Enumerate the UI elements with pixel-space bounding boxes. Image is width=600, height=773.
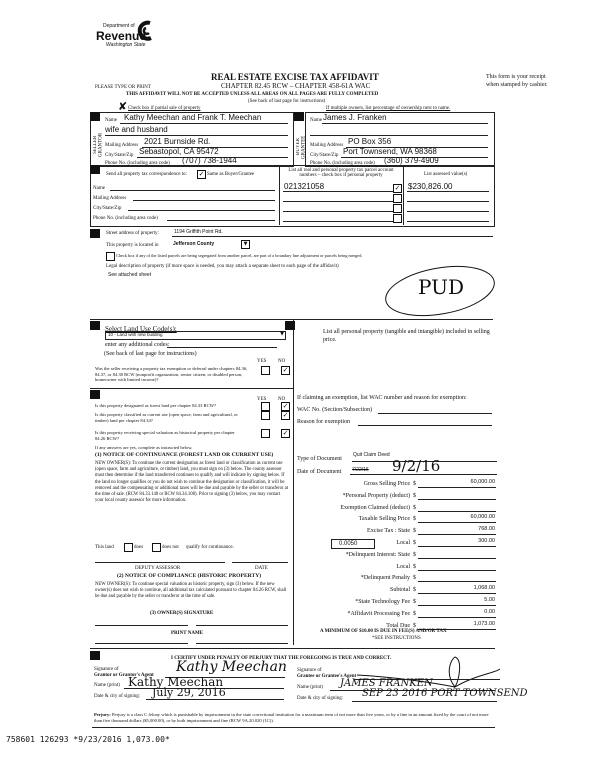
currency-symbol: $ (413, 563, 416, 570)
currency-symbol: $ (413, 504, 416, 511)
partial-sale-checkbox[interactable]: ✘ (118, 100, 128, 113)
currency-symbol: $ (413, 587, 416, 594)
minimum-due: A MINIMUM OF $10.00 IS DUE IN FEE(S) AND/OR TAX (320, 629, 447, 634)
section-3-marker (90, 165, 100, 174)
grantee-name-label: Name (print) (297, 685, 323, 690)
receipt-line2: when stamped by cashier. (486, 82, 548, 88)
currency-symbol: $ (413, 481, 416, 487)
buyer-city[interactable]: Port Townsend, WA 98368 (343, 147, 437, 156)
currency-symbol: $ (413, 540, 416, 546)
land-use-selected: 10 - Land with new building (108, 332, 163, 337)
tax-row-label: Local (396, 540, 410, 546)
corr-phone-field[interactable] (167, 220, 275, 221)
seller-city-label: City/State/Zip (105, 153, 134, 158)
tax-row-label: Local (396, 563, 410, 570)
tax-row-label: Excise Tax : State (367, 528, 410, 535)
dropdown-arrow-icon[interactable]: ▼ (280, 331, 284, 337)
corr-phone-label: Phone No. (including area code) (93, 216, 158, 221)
tax-row-label: *Personal Property (deduct) (342, 492, 410, 499)
parcel-header: List all real and personal property tax parcel account numbers – check box if personal property (288, 168, 394, 178)
seller-name[interactable]: Kathy Meechan and Frank T. Meechan (124, 113, 262, 122)
please-type: PLEASE TYPE OR PRINT (95, 85, 151, 90)
grantor-agent-label: Grantor or Grantor's Agent (94, 673, 154, 678)
assessor-date-line[interactable] (232, 562, 288, 563)
wac-label: WAC No. (Section/Subsection) (297, 407, 373, 413)
exemption-label: If claiming an exemption, list WAC number and reason for exemption: (297, 395, 467, 401)
yes-header-2: YES (257, 397, 267, 402)
deputy-assessor-line[interactable] (95, 562, 225, 563)
historic-yes-checkbox[interactable] (261, 429, 270, 438)
partial-sale-label: Check box if partial sale of property (128, 106, 201, 111)
personal-property-checkbox-3[interactable] (393, 204, 402, 213)
reason-label: Reason for exemption (297, 419, 350, 425)
owner-signature-label: (3) OWNER(S) SIGNATURE (150, 611, 214, 616)
notice-continuance-text: NEW OWNER(S): To continue the current designation as forest land or classification as current use (open space, farm and agriculture, or timber) land, you must sign on (3) below. The county assessor must then determine if the land transferred continues to qualify and will indicate by signing below. If the land no longer qualifies or you do not wish to continue the designation or classification, it will be removed and the compensating or additional taxes will be due and payable by the seller or transferor at the time of sale. (RCW 84.33.140 or RCW 84.34.108). Prior to signing (3) below, you may contact your local county assessor for more information. (95, 461, 289, 504)
tax-row-label: Gross Selling Price (363, 481, 410, 487)
owner-signature-line-2[interactable] (196, 625, 288, 626)
doc-date-struck: 7/22/16 (352, 467, 369, 473)
does-label: does (134, 545, 144, 550)
seller-phone-label: Phone No. (including area code) (105, 161, 170, 166)
print-name-line-2[interactable] (196, 643, 288, 644)
tax-row-label: Total Due (386, 622, 410, 629)
street-label: Street address of property: (106, 231, 159, 236)
grantee-sig-of: Signature of (297, 668, 322, 673)
notice-continuance-title: (1) NOTICE OF CONTINUANCE (FOREST LAND OR CURRENT USE) (95, 452, 274, 458)
currency-symbol: $ (413, 610, 416, 617)
cashier-stamp: 758601 126293 *9/23/2016 1,073.00* (6, 735, 170, 744)
section-8-marker (90, 651, 100, 660)
currency-symbol: $ (413, 599, 416, 605)
current-use-question: Is this property classified as current use (open space, farm and agricultural, or timber) land per chapter 84.34? (95, 412, 238, 423)
land-use-label: Select Land Use Code(s): (105, 325, 177, 333)
grantee-name[interactable]: JAMES FRANKEN (340, 678, 433, 689)
street-address[interactable]: 1194 Griffith Point Rd. (174, 229, 223, 235)
yes-header: YES (257, 359, 267, 364)
legal-label: Legal description of property (if more space is needed, you may attach a separate sheet to each page of the affidavit) (106, 264, 339, 269)
warning: THIS AFFIDAVIT WILL NOT BE ACCEPTED UNLESS ALL AREAS ON ALL PAGES ARE FULLY COMPLETED (126, 92, 379, 97)
seller-name-label: Name (105, 118, 117, 123)
logo-dept: Department of (103, 23, 135, 29)
section-6-marker (285, 321, 295, 330)
currency-symbol: $ (413, 575, 416, 582)
currency-symbol: $ (413, 492, 416, 499)
land-use-see-back: (See back of last page for instructions) (104, 351, 197, 357)
additional-codes-label: enter any additional codes: (105, 342, 170, 348)
print-name-label: PRINT NAME (171, 631, 203, 636)
tax-row-label: *Delinquent Interest: State (345, 551, 410, 558)
corr-name-field[interactable] (110, 190, 275, 191)
land-use-select[interactable] (105, 331, 286, 340)
form-title: REAL ESTATE EXCISE TAX AFFIDAVIT (211, 72, 379, 82)
personal-property-checkbox-1[interactable]: ✓ (394, 184, 401, 192)
forest-no-checkbox[interactable]: ✓ (282, 402, 289, 410)
currency-symbol: $ (413, 551, 416, 558)
this-land-label: This land (95, 545, 114, 550)
current-use-no-checkbox[interactable]: ✓ (282, 411, 289, 419)
buyer-address[interactable]: PO Box 356 (348, 137, 392, 146)
tax-row-label: Subtotal (389, 587, 410, 594)
tax-row-value[interactable]: 768.00 (478, 526, 495, 533)
historic-no-checkbox[interactable]: ✓ (282, 429, 289, 437)
tax-row-label: *Delinquent Penalty (360, 575, 410, 582)
certify-statement: I CERTIFY UNDER PENALTY OF PERJURY THAT THE FOREGOING IS TRUE AND CORRECT. (171, 656, 392, 661)
county-select[interactable]: Jefferson County (173, 241, 215, 247)
currency-symbol: $ (413, 516, 416, 523)
perjury-text: Perjury is a class C felony which is punishable by imprisonment in the state correctional institution for a maximum term of not more than five years, or by a fine in an amount fixed by the court of not more than five thousand dollars ($5,000.00), or by both imprisonment and fine (RCW 9A.20.020 (1C)). (94, 712, 489, 724)
wac-field[interactable] (378, 413, 492, 414)
grantee-date-label: Date & city of signing: (297, 696, 344, 701)
does-checkbox[interactable] (124, 543, 133, 552)
buyer-name-label: Name (310, 118, 322, 123)
same-as-buyer-checkbox[interactable]: ✓ (198, 170, 205, 178)
tax-row-label: Exemption Claimed (deduct) (340, 504, 410, 511)
grantor-date[interactable]: July 29, 2016 (152, 686, 226, 699)
seller-name-2[interactable]: wife and husband (105, 125, 168, 134)
buyer-phone[interactable]: (360) 379-4909 (384, 156, 439, 165)
section-7-marker (90, 390, 100, 399)
grantor-name[interactable]: Kathy Meechan (128, 675, 224, 689)
if-any-yes: If any answers are yes, complete as instructed below. (95, 445, 193, 450)
forest-question: Is this property designated as forest land per chapter 84.33 RCW? (95, 403, 217, 408)
corr-name-label: Name (93, 186, 105, 191)
qualify-label: qualify for continuance. (186, 545, 234, 550)
corr-city-label: City/State/Zip (93, 206, 122, 211)
county-label: This property is located in (106, 243, 159, 248)
multiple-owners-note: If multiple owners, list percentage of ownership next to name. (326, 106, 451, 111)
tax-row-value[interactable]: 1,068.00 (473, 585, 495, 592)
tax-row-value[interactable]: 5.00 (484, 597, 495, 603)
forest-yes-checkbox[interactable] (261, 402, 270, 411)
additional-codes-field[interactable] (167, 347, 277, 348)
assessed-value[interactable]: $230,826.00 (408, 182, 453, 191)
currency-symbol: $ (413, 622, 416, 629)
exemption-no-checkbox[interactable]: ✓ (282, 366, 289, 374)
personal-property-checkbox-4[interactable] (393, 214, 402, 223)
no-header: NO (278, 359, 286, 364)
county-dropdown-icon[interactable]: ▼ (241, 240, 250, 249)
buyer-phone-label: Phone No. (including area code) (310, 161, 375, 166)
send-to-label: Send all property tax correspondence to: (106, 172, 187, 177)
grantor-signature[interactable]: Kathy Meechan (176, 659, 287, 675)
currency-symbol: $ (413, 528, 416, 535)
exemption-question: Was the seller receiving a property tax exemption or deferral under chapters 84.36, 84.37, or 84.38 RCW (nonprofit organization, senior citizen, or disabled person, homeowner with limited income)? (95, 366, 248, 383)
grantee-date[interactable]: SEP 23 2016 PORT TOWNSEND (362, 688, 528, 699)
doc-type[interactable]: Quit Claim Deed (353, 452, 390, 458)
section-5-marker (90, 321, 100, 330)
seller-city[interactable]: Sebastopol, CA 95472 (139, 147, 219, 156)
section-2-marker (294, 112, 304, 121)
corr-address-field[interactable] (133, 200, 275, 201)
buyer-name[interactable]: James J. Franken (323, 113, 387, 122)
grantee-agent-label: Grantee or Grantee's Agent (297, 674, 357, 679)
buyer-city-label: City/State/Zip (310, 153, 339, 158)
no-header-2: NO (278, 397, 286, 402)
section-1-marker (90, 112, 100, 121)
tax-row-label: Taxable Selling Price (358, 516, 410, 523)
buyer-address-label: Mailing Address (310, 143, 344, 148)
tax-row-value[interactable]: 0.00 (484, 608, 495, 615)
seller-address-label: Mailing Address (105, 143, 139, 148)
logo-state: Washington State (106, 42, 146, 48)
exemption-yes-checkbox[interactable] (261, 366, 270, 375)
chapter: CHAPTER 82.45 RCW – CHAPTER 458-61A WAC (221, 82, 371, 90)
logo-swirl-icon (136, 20, 154, 42)
see-back: (See back of last page for instructions) (248, 99, 326, 104)
does-not-checkbox[interactable] (152, 543, 161, 552)
parcel-number[interactable]: 021321058 (284, 182, 325, 191)
tax-row-value[interactable]: 1,073.00 (473, 620, 495, 627)
legal-description[interactable]: See attached sheet (108, 272, 152, 278)
tax-row-label: *State Technology Fee (355, 599, 410, 605)
notice-compliance-text: NEW OWNER(S): To continue special valuation as historic property, sign (3) below. If the new owner(s) does not wish to continue, all additional tax calculated pursuant to chapter 84.26 RCW, shall be due and payable by the seller or transferor at the time of sale. (95, 582, 287, 600)
grantor-name-label: Name (print) (94, 683, 120, 688)
personal-property-checkbox-2[interactable] (393, 194, 402, 203)
grantor-date-label: Date & city of signing: (94, 694, 141, 699)
section-4-marker (90, 229, 100, 238)
seller-address[interactable]: 2021 Burnside Rd. (144, 137, 211, 146)
current-use-yes-checkbox[interactable] (261, 411, 270, 420)
receipt-line1: This form is your receipt (486, 74, 546, 80)
segregated-label: Check box if any of the listed parcels are being segregated from another parcel, are part of a boundary line adjustment or parcels being merged. (116, 253, 363, 258)
notice-compliance-title: (2) NOTICE OF COMPLIANCE (HISTORIC PROPERTY) (117, 573, 262, 579)
perjury-notice (94, 712, 494, 725)
perjury-title: Perjury: (94, 712, 111, 717)
tax-row-value[interactable]: 300.00 (478, 538, 495, 544)
local-rate-box[interactable] (331, 539, 375, 549)
see-instructions: *SEE INSTRUCTIONS (372, 636, 421, 641)
tax-row-value[interactable]: 60,000.00 (470, 479, 495, 485)
pud-annotation: PUD (418, 275, 464, 299)
corr-city-field[interactable] (128, 210, 275, 211)
doc-date-label: Date of Document (297, 469, 342, 475)
local-rate: 0.0050 (339, 541, 358, 547)
segregated-checkbox[interactable] (106, 252, 115, 261)
owner-signature-line-1[interactable] (95, 625, 188, 626)
assessor-date-label: DATE (255, 566, 268, 571)
grantor-sig-of: Signature of (94, 667, 119, 672)
does-not-label: does not (162, 545, 179, 550)
same-as-buyer-label: Same as Buyer/Grantee (207, 172, 255, 177)
logo-name: Revenue (96, 29, 147, 43)
reason-field[interactable] (358, 425, 492, 426)
deputy-assessor-label: DEPUTY ASSESSOR (135, 566, 181, 571)
seller-side-label: SELLER GRANTOR (93, 132, 104, 158)
personal-property-label: List all personal property (tangible and intangible) included in selling price. (323, 329, 490, 343)
buyer-side-label: BUYER GRANTEE (296, 135, 307, 159)
tax-row-value[interactable]: 60,000.00 (470, 514, 495, 521)
seller-phone[interactable]: (707) 738-1944 (182, 156, 237, 165)
assessed-header: List assessed value(s) (424, 172, 468, 177)
corr-address-label: Mailing Address (93, 196, 127, 201)
doc-date-handwritten[interactable]: 9/2/16 (392, 457, 441, 475)
print-name-line-1[interactable] (95, 643, 188, 644)
historic-question: Is this property receiving special valuation as historical property per chapter 84.26 RCW? (95, 430, 235, 441)
doc-type-label: Type of Document (297, 456, 342, 462)
tax-row-label: *Affidavit Processing Fee (347, 610, 410, 617)
